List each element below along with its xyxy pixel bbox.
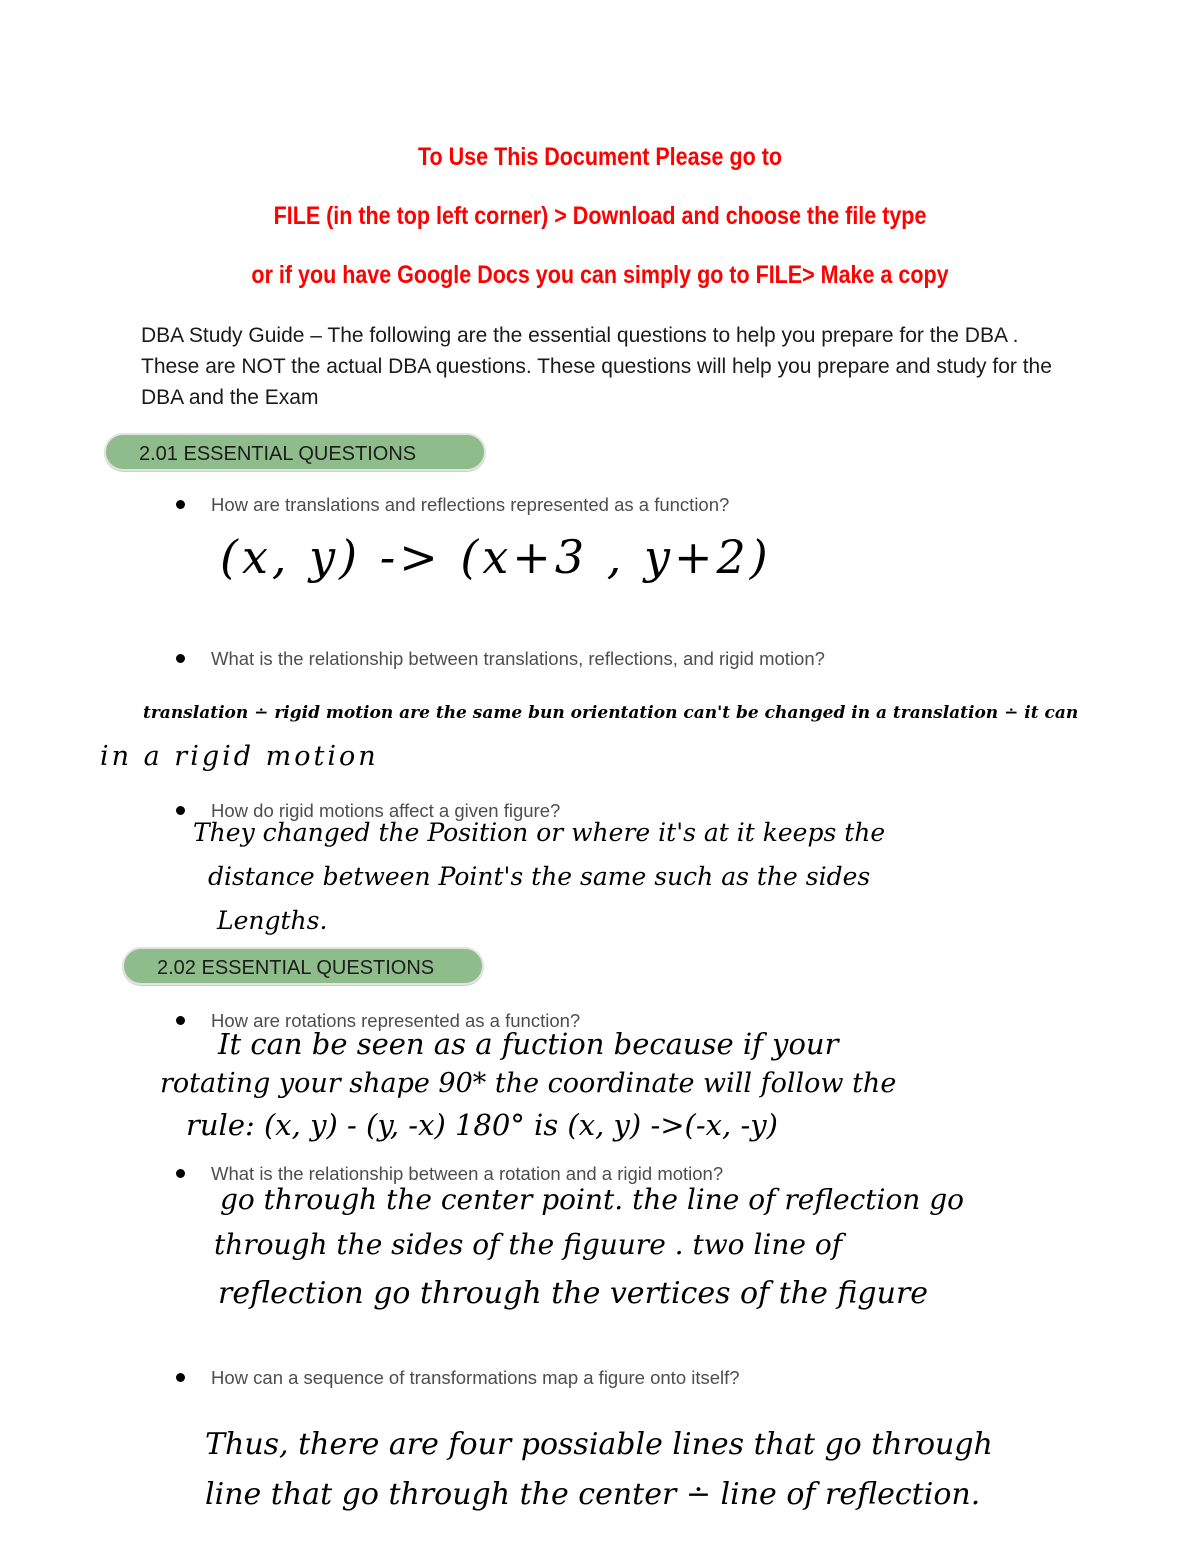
question-text: How are translations and reflections represented as a function?	[211, 494, 730, 515]
bullet-icon	[176, 1016, 185, 1025]
bullet-icon	[176, 806, 185, 815]
section-heading-2-01: 2.01 ESSENTIAL QUESTIONS	[104, 433, 486, 471]
handwritten-answer: It can be seen as a fuction because if your	[218, 1027, 839, 1061]
handwritten-answer: (x, y) -> (x+3 , y+2)	[220, 530, 772, 584]
bullet-icon	[176, 1169, 185, 1178]
question-text: How do rigid motions affect a given figure?	[211, 800, 561, 821]
section-heading-2-02: 2.02 ESSENTIAL QUESTIONS	[122, 947, 484, 985]
instruction-line-2: FILE (in the top left corner) > Download and choose the file type	[273, 202, 927, 230]
handwritten-answer: in a rigid motion	[100, 741, 379, 772]
question-item	[176, 494, 729, 516]
handwritten-answer: rule: (x, y) - (y, -x) 180° is (x, y) ->(-x, -y)	[186, 1108, 778, 1142]
question-item	[176, 1367, 740, 1389]
instruction-line-3: or if you have Google Docs you can simply go to FILE> Make a copy	[251, 261, 949, 289]
handwritten-answer: Lengths.	[217, 906, 328, 935]
handwritten-answer: through the sides of the figuure . two line of	[214, 1228, 843, 1261]
question-text: What is the relationship between a rotation and a rigid motion?	[211, 1163, 724, 1184]
handwritten-answer: line that go through the center ∸ line of reflection.	[205, 1477, 981, 1512]
bullet-icon	[176, 500, 185, 509]
question-text: How can a sequence of transformations map a figure onto itself?	[211, 1367, 740, 1388]
handwritten-answer: distance between Point's the same such as the sides	[208, 862, 871, 891]
question-item	[176, 1163, 723, 1185]
question-text: How are rotations represented as a function?	[211, 1010, 581, 1031]
bullet-icon	[176, 1373, 185, 1382]
handwritten-answer: Thus, there are four possiable lines that go through	[205, 1427, 993, 1462]
handwritten-answer: reflection go through the vertices of the figure	[218, 1276, 929, 1311]
bullet-icon	[176, 654, 185, 663]
handwritten-answer: translation ∸ rigid motion are the same bun orientation can't be changed in a translation ∸ it can	[143, 703, 1079, 723]
instruction-line-1: To Use This Document Please go to	[418, 143, 782, 171]
handwritten-answer: They changed the Position or where it's at it keeps the	[193, 818, 886, 847]
handwritten-answer: rotating your shape 90* the coordinate will follow the	[160, 1068, 897, 1099]
study-guide-intro: DBA Study Guide – The following are the essential questions to help you prepare for the DBA . These are NOT the actual DBA questions. These questions will help you prepare and study for the DBA and the Exam	[141, 324, 1052, 409]
question-text: What is the relationship between translations, reflections, and rigid motion?	[211, 648, 825, 669]
question-item	[176, 648, 825, 670]
handwritten-answer: go through the center point. the line of reflection go	[220, 1183, 965, 1216]
